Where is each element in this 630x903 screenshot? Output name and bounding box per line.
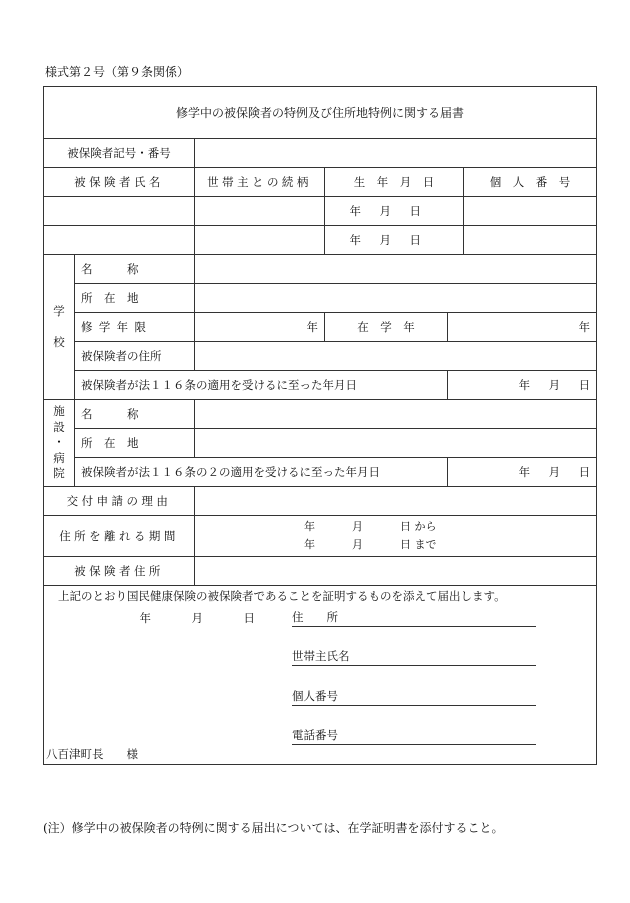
- period-label: 住所を離れる期間: [44, 516, 195, 557]
- school-grade-label: 在 学 年: [325, 313, 448, 342]
- personal-no-field[interactable]: 個人番号: [292, 688, 536, 706]
- name-field-1[interactable]: [44, 197, 195, 226]
- reason-field[interactable]: [195, 487, 597, 516]
- facility-location-label: 所 在 地: [75, 429, 195, 458]
- birth-field-1[interactable]: 年 月 日: [325, 197, 464, 226]
- header-name: 被保険者氏名: [44, 168, 195, 197]
- relation-field-1[interactable]: [195, 197, 325, 226]
- reason-label: 交付申請の理由: [44, 487, 195, 516]
- school-address-label: 被保険者の住所: [75, 342, 195, 371]
- footnote: (注）修学中の被保険者の特例に関する届出については、在学証明書を添付すること。: [43, 821, 504, 835]
- school-term-label: 修学年限: [75, 313, 195, 342]
- insured-number-label: 被保険者記号・番号: [44, 139, 195, 168]
- facility-name-label: 名 称: [75, 400, 195, 429]
- notification-form: [43, 86, 597, 765]
- phone-field[interactable]: 電話番号: [292, 727, 536, 745]
- recipient: 八百津町長 様: [46, 747, 138, 761]
- header-birth: 生 年 月 日: [325, 168, 464, 197]
- facility-section-label: 施 設 ・ 病 院: [44, 400, 75, 487]
- declaration-text: 上記のとおり国民健康保険の被保険者であることを証明するものを添えて届出します。: [58, 589, 506, 603]
- name-field-2[interactable]: [44, 226, 195, 255]
- form-number: 様式第２号（第９条関係）: [45, 65, 190, 79]
- school-term-field[interactable]: 年: [195, 313, 325, 342]
- period-field[interactable]: 年 月 日 から 年 月 日 まで: [195, 516, 597, 557]
- facility-applied-date[interactable]: 年 月 日: [448, 458, 597, 487]
- personal-no-field-2[interactable]: [464, 226, 597, 255]
- school-name-label: 名 称: [75, 255, 195, 284]
- insured-number-field[interactable]: [195, 139, 597, 168]
- header-relation: 世帯主との続柄: [195, 168, 325, 197]
- school-grade-field[interactable]: 年: [448, 313, 597, 342]
- school-applied-label: 被保険者が法１１６条の適用を受けるに至った年月日: [75, 371, 448, 400]
- householder-field[interactable]: 世帯主氏名: [292, 648, 536, 666]
- school-address-field[interactable]: [195, 342, 597, 371]
- header-personal-no: 個 人 番 号: [464, 168, 597, 197]
- school-name-field[interactable]: [195, 255, 597, 284]
- school-applied-date[interactable]: 年 月 日: [448, 371, 597, 400]
- declaration-section: [44, 586, 597, 765]
- insured-address-field[interactable]: [195, 557, 597, 586]
- school-location-field[interactable]: [195, 284, 597, 313]
- birth-field-2[interactable]: 年 月 日: [325, 226, 464, 255]
- declaration-date[interactable]: 年 月 日: [139, 611, 255, 625]
- form-title: 修学中の被保険者の特例及び住所地特例に関する届書: [44, 87, 597, 139]
- address-field[interactable]: 住 所: [292, 609, 536, 627]
- insured-address-label: 被保険者住所: [44, 557, 195, 586]
- relation-field-2[interactable]: [195, 226, 325, 255]
- personal-no-field-1[interactable]: [464, 197, 597, 226]
- school-section-label: 学 校: [44, 255, 75, 400]
- facility-applied-label: 被保険者が法１１６条の２の適用を受けるに至った年月日: [75, 458, 448, 487]
- facility-name-field[interactable]: [195, 400, 597, 429]
- facility-location-field[interactable]: [195, 429, 597, 458]
- school-location-label: 所 在 地: [75, 284, 195, 313]
